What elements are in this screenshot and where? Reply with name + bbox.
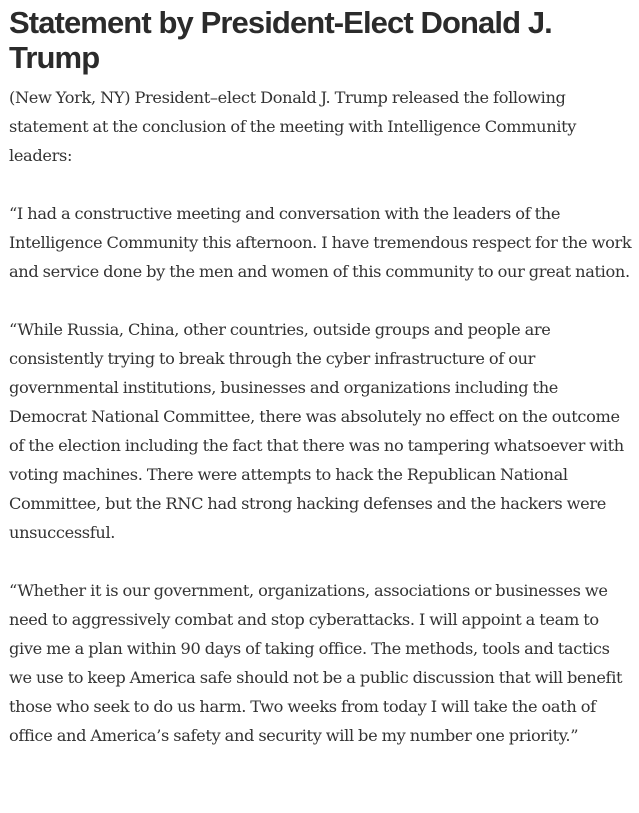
quote-paragraph-meeting: “I had a constructive meeting and conversation with the leaders of the Intelligence Community this afternoon. I have tremendous respect for the work and service done by the men and women of this community to our great nation.	[9, 204, 632, 281]
quote-paragraph-election: “While Russia, China, other countries, outside groups and people are consistently trying to break through the cyber infrastructure of our governmental institutions, businesses and organizations including the Democrat National Committee, there was absolutely no effect on the outcome of the election including the fact that there was no tampering whatsoever with voting machines. There were attempts to hack the Republican National Committee, but the RNC had strong hacking defenses and the hackers were unsuccessful.	[9, 320, 624, 542]
statement-article	[9, 0, 635, 750]
quote-paragraph-cyberattacks: “Whether it is our government, organizations, associations or businesses we need to aggressively combat and stop cyberattacks. I will appoint a team to give me a plan within 90 days of taking office. The methods, tools and tactics we use to keep America safe should not be a public discussion that will benefit those who seek to do us harm. Two weeks from today I will take the oath of office and America’s safety and security will be my number one priority.”	[9, 581, 623, 745]
page-title: Statement by President-Elect Donald J. Trump	[9, 5, 552, 75]
intro-paragraph: (New York, NY) President–elect Donald J. Trump released the following statement at the conclusion of the meeting with Intelligence Community leaders:	[9, 88, 577, 165]
